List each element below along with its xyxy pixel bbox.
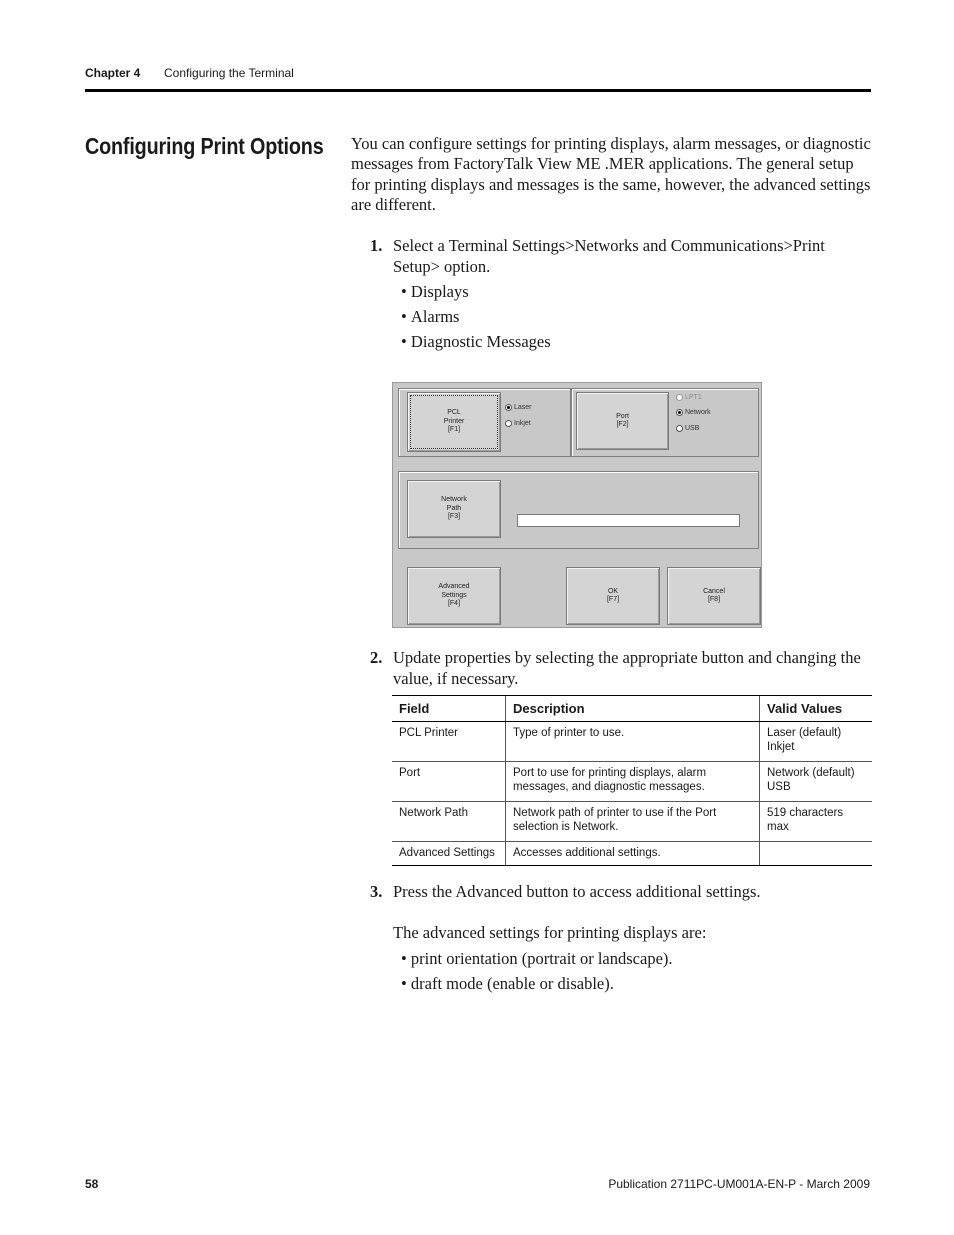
table-row (392, 722, 872, 762)
radio-inkjet-indicator (505, 420, 512, 427)
table-cell: Network Path (392, 802, 506, 842)
step-3-text: Press the Advanced button to access additional settings. (393, 882, 761, 901)
table-cell: 519 characters max (760, 802, 873, 842)
radio-inkjet[interactable]: Inkjet (505, 420, 531, 427)
intro-paragraph: You can configure settings for printing displays, alarm messages, or diagnostic messages from FactoryTalk View ME .MER applications. The general setup for printing displays and messages is the same, however, the advanced settings are different. (351, 134, 871, 215)
table-cell: Accesses additional settings. (506, 842, 760, 866)
table-cell: Network (default) USB (760, 762, 873, 802)
table-cell: Laser (default) Inkjet (760, 722, 873, 762)
table-cell (760, 842, 873, 866)
table-row (392, 842, 872, 866)
step-1-bullet-1: • Displays (401, 282, 469, 301)
pcl-printer-button[interactable]: PCL Printer [F1] (407, 392, 501, 452)
header-rule (85, 89, 871, 92)
column-header: Field (392, 696, 506, 722)
step-3-bullet-1: • print orientation (portrait or landscape). (401, 949, 673, 968)
step-1-bullet-3: • Diagnostic Messages (401, 332, 551, 351)
advanced-settings-button[interactable]: Advanced Settings [F4] (407, 567, 501, 625)
table-row (392, 802, 872, 842)
port-button[interactable]: Port [F2] (576, 392, 669, 450)
table-header-row (392, 696, 872, 722)
section-title: Configuring Print Options (85, 133, 324, 159)
table-cell: Port to use for printing displays, alarm messages, and diagnostic messages. (506, 762, 760, 802)
step-3-number: 3. (370, 882, 383, 901)
cancel-button[interactable]: Cancel [F8] (667, 567, 761, 625)
network-path-input[interactable] (517, 514, 740, 527)
table-cell: Port (392, 762, 506, 802)
step-1-bullet-2: • Alarms (401, 307, 460, 326)
radio-laser-indicator (505, 404, 512, 411)
radio-network-indicator (676, 409, 683, 416)
radio-usb[interactable]: USB (676, 425, 699, 432)
step-2-text: Update properties by selecting the appropriate button and changing the value, if necessary. (393, 648, 861, 688)
publication-info: Publication 2711PC-UM001A-EN-P - March 2009 (608, 1177, 870, 1191)
chapter-label: Chapter 4 (85, 66, 141, 80)
radio-usb-indicator (676, 425, 683, 432)
step-1-text: Select a Terminal Settings>Networks and Communications>Print Setup> option. (393, 236, 825, 276)
radio-network[interactable]: Network (676, 409, 711, 416)
print-setup-dialog (392, 382, 762, 628)
ok-button[interactable]: OK [F7] (566, 567, 660, 625)
step-1-number: 1. (370, 236, 383, 255)
radio-laser[interactable]: Laser (505, 404, 532, 411)
column-header: Valid Values (760, 696, 873, 722)
step-3-followup: The advanced settings for printing displays are: (393, 923, 707, 942)
step-3-bullet-2: • draft mode (enable or disable). (401, 974, 614, 993)
print-options-table (392, 695, 872, 866)
page-number: 58 (85, 1177, 99, 1191)
table-cell: Network path of printer to use if the Port selection is Network. (506, 802, 760, 842)
step-2-number: 2. (370, 648, 383, 667)
table-cell: Advanced Settings (392, 842, 506, 866)
column-header: Description (506, 696, 760, 722)
radio-lpt1-indicator (676, 394, 683, 401)
table-row (392, 762, 872, 802)
radio-lpt1: LPT1 (676, 394, 702, 401)
network-path-button[interactable]: Network Path [F3] (407, 480, 501, 538)
chapter-title: Configuring the Terminal (164, 66, 294, 80)
table-cell: Type of printer to use. (506, 722, 760, 762)
table-cell: PCL Printer (392, 722, 506, 762)
